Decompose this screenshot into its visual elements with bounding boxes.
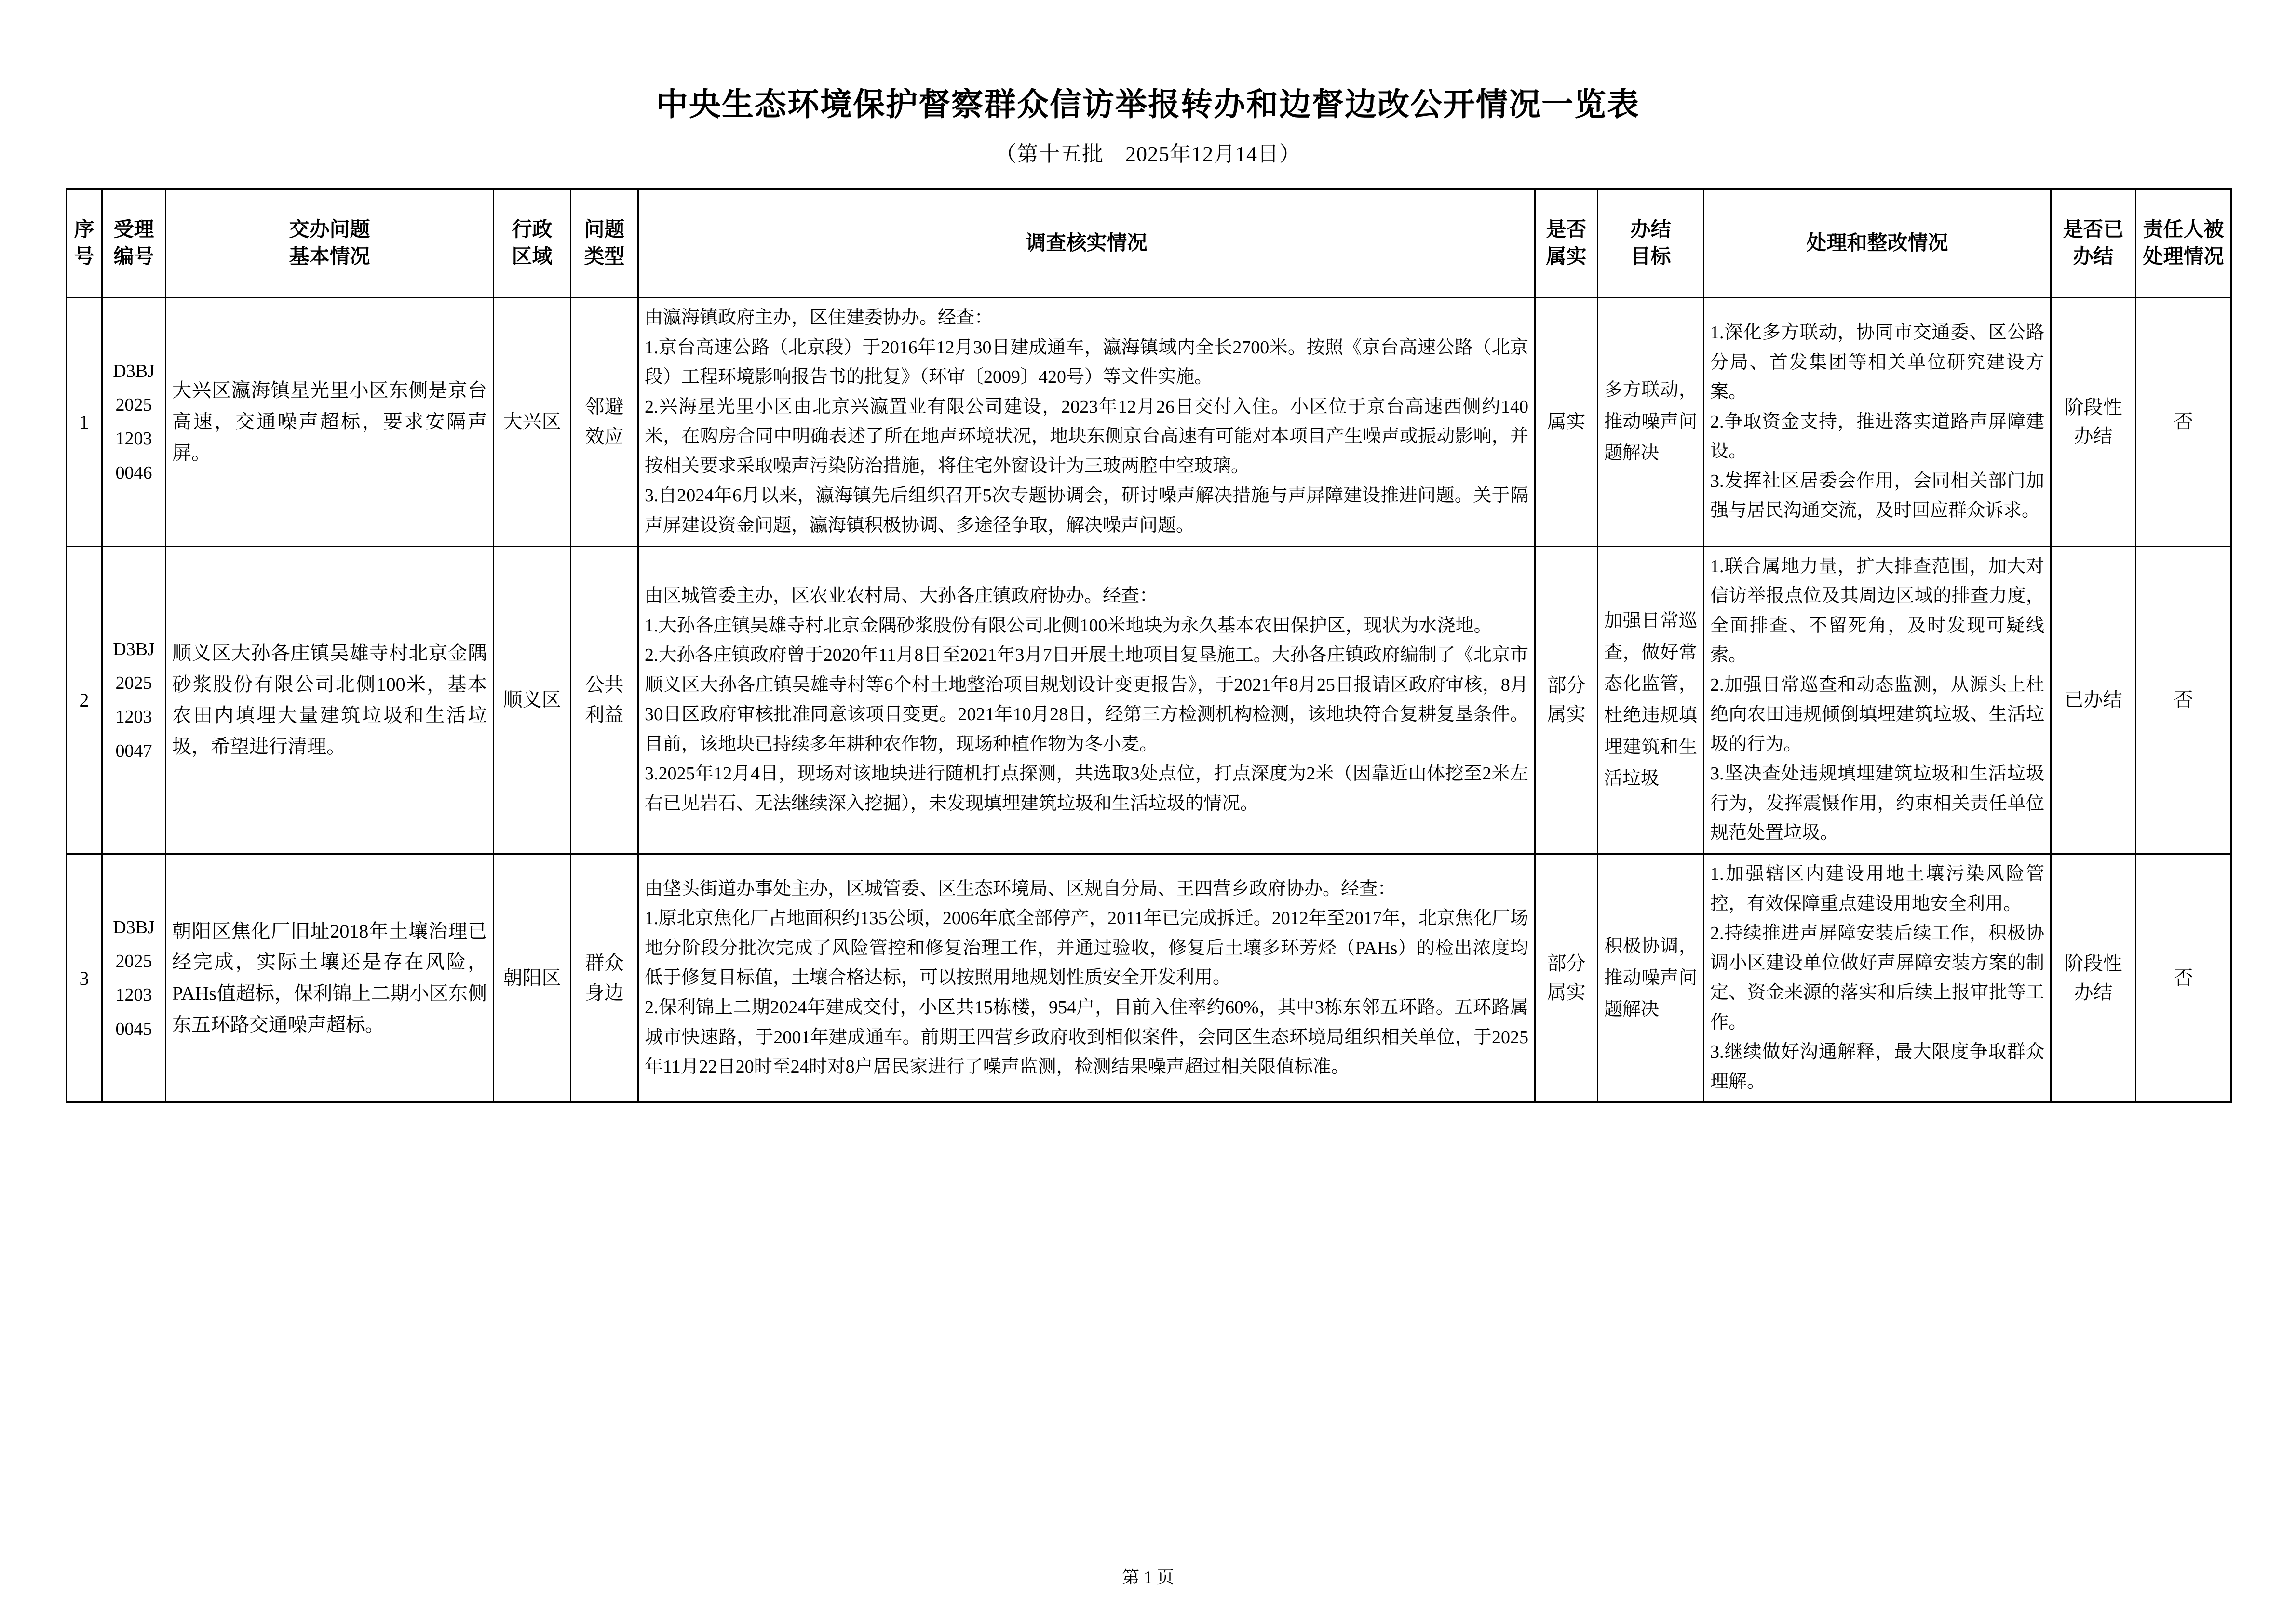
code_lines-line: 2025 <box>115 951 152 971</box>
type_lines-line: 群众 <box>585 952 624 974</box>
cell-index: 3 <box>67 854 102 1102</box>
fix-paragraph: 3.继续做好沟通解释，最大限度争取群众理解。 <box>1710 1042 2044 1092</box>
column-header-goal <box>1598 189 1704 298</box>
cell-basic-situation: 朝阳区焦化厂旧址2018年土壤治理已经完成，实际土壤还是存在风险，PAHs值超标，保利锦上二期小区东侧东五环路交通噪声超标。 <box>166 854 494 1102</box>
table-row <box>67 298 2231 546</box>
cell-completion-goal: 加强日常巡查，做好常态化监管，杜绝违规填埋建筑和生活垃圾 <box>1598 546 1704 854</box>
page-subtitle: （第十五批 2025年12月14日） <box>995 142 1301 166</box>
column-header-truth <box>1535 189 1598 298</box>
cell-handling-and-rectification <box>1704 854 2051 1102</box>
column-header-responsible-line1: 责任人被 <box>2143 218 2224 241</box>
title-block <box>0 0 2296 167</box>
cell-accept-code <box>102 298 166 546</box>
cell-handling-and-rectification <box>1704 298 2051 546</box>
type_lines-line: 公共 <box>585 674 624 696</box>
cell-basic-situation: 大兴区瀛海镇星光里小区东侧是京台高速，交通噪声超标，要求安隔声屏。 <box>166 298 494 546</box>
code_lines-line: D3BJ <box>113 917 155 938</box>
truth_lines-line: 部分 <box>1547 952 1586 975</box>
column-header-responsible-line2: 处理情况 <box>2143 246 2224 268</box>
cell-investigation <box>638 546 1535 854</box>
investigation-paragraph: 由垡头街道办事处主办，区城管委、区生态环境局、区规自分局、王四营乡政府协办。经查： <box>645 878 1396 899</box>
column-header-fix: 处理和整改情况 <box>1704 189 2051 298</box>
column-header-area <box>494 189 571 298</box>
cell-responsible-person-handling: 否 <box>2136 298 2231 546</box>
column-header-goal-line1: 办结 <box>1630 218 1671 241</box>
truth_lines-line: 属实 <box>1547 981 1586 1004</box>
fix-paragraph: 1.深化多方联动，协同市交通委、区公路分局、首发集团等相关单位研究建设方案。 <box>1710 322 2044 402</box>
cell-basic-situation: 顺义区大孙各庄镇吴雄寺村北京金隅砂浆股份有限公司北侧100米，基本农田内填埋大量建筑垃圾和生活垃圾，希望进行清理。 <box>166 546 494 854</box>
code_lines-line: 0047 <box>115 740 152 761</box>
code_lines-line: 0045 <box>115 1019 152 1039</box>
investigation-paragraph: 2.大孙各庄镇政府曾于2020年11月8日至2021年3月7日开展土地项目复垦施工。大孙各庄镇政府编制了《北京市顺义区大孙各庄镇吴雄寺村等6个村土地整治项目规划设计变更报告》，于2021年8月25日报请区政府审核，8月30日区政府审核批准同意该项目变更。2021年10月28日，经第三方检测机构检测，该地块符合复耕复垦条件。目前，该地块已持续多年耕种农作物，现场种植作物为冬小麦。 <box>645 645 1528 754</box>
investigation-paragraph: 2.兴海星光里小区由北京兴瀛置业有限公司建设，2023年12月26日交付入住。小区位于京台高速西侧约140米，在购房合同中明确表述了所在地声环境状况，地块东侧京台高速有可能对本项目产生噪声或振动影响，并按相关要求采取噪声污染防治措施，将住宅外窗设计为三玻两腔中空玻璃。 <box>645 396 1528 476</box>
investigation-paragraph: 由瀛海镇政府主办，区住建委协办。经查： <box>645 308 993 328</box>
done_lines-line: 办结 <box>2074 981 2113 1004</box>
fix-paragraph: 3.发挥社区居委会作用，会同相关部门加强与居民沟通交流，及时回应群众诉求。 <box>1710 470 2044 521</box>
cell-problem-type <box>571 298 638 546</box>
column-header-goal-line2: 目标 <box>1630 246 1671 268</box>
cell-accept-code <box>102 854 166 1102</box>
investigation-paragraph: 3.2025年12月4日，现场对该地块进行随机打点探测，共选取3处点位，打点深度为2米（因靠近山体挖至2米左右已见岩石、无法继续深入挖掘），未发现填埋建筑垃圾和生活垃圾的情况。 <box>645 764 1528 814</box>
cell-is-completed <box>2051 854 2136 1102</box>
column-header-index <box>67 189 102 298</box>
cell-index: 2 <box>67 546 102 854</box>
column-header-area-line2: 区域 <box>512 246 553 268</box>
page-title: 中央生态环境保护督察群众信访举报转办和边督边改公开情况一览表 <box>656 87 1640 122</box>
investigation-paragraph: 2.保利锦上二期2024年建成交付，小区共15栋楼，954户，目前入住率约60%，其中3栋东邻五环路。五环路属城市快速路，于2001年建成通车。前期王四营乡政府收到相似案件，会同区生态环境局组织相关单位，于2025年11月22日20时至24时对8户居民家进行了噪声监测，检测结果噪声超过相关限值标准。 <box>645 997 1528 1077</box>
column-header-done-line1: 是否已 <box>2063 218 2124 241</box>
column-header-index-line2: 号 <box>74 246 95 268</box>
column-header-truth-line1: 是否 <box>1546 218 1587 241</box>
investigation-paragraph: 1.京台高速公路（北京段）于2016年12月30日建成通车，瀛海镇域内全长2700米。按照《京台高速公路（北京段）工程环境影响报告书的批复》（环审〔2009〕420号）等文件实施。 <box>645 337 1528 388</box>
cell-investigation <box>638 298 1535 546</box>
cell-accept-code <box>102 546 166 854</box>
column-header-done <box>2051 189 2136 298</box>
cell-index: 1 <box>67 298 102 546</box>
type_lines-line: 利益 <box>585 704 624 726</box>
cell-is-true <box>1535 546 1598 854</box>
type_lines-line: 身边 <box>585 982 624 1004</box>
column-header-truth-line2: 属实 <box>1546 246 1587 268</box>
report-table-wrap <box>66 188 2230 1103</box>
done_lines-line: 办结 <box>2074 425 2113 447</box>
fix-paragraph: 3.坚决查处违规填埋建筑垃圾和生活垃圾行为，发挥震慑作用，约束相关责任单位规范处置垃圾。 <box>1710 764 2044 844</box>
cell-investigation <box>638 854 1535 1102</box>
cell-problem-type <box>571 546 638 854</box>
fix-paragraph: 1.联合属地力量，扩大排查范围，加大对信访举报点位及其周边区域的排查力度，全面排查、不留死角，及时发现可疑线索。 <box>1710 556 2044 666</box>
truth_lines-line: 属实 <box>1547 703 1586 725</box>
page-footer: 第 1 页 <box>1121 1568 1174 1587</box>
table-header-row <box>67 189 2231 298</box>
column-header-basic-line1: 交办问题 <box>289 218 370 241</box>
investigation-paragraph: 由区城管委主办，区农业农村局、大孙各庄镇政府协办。经查： <box>645 586 1158 606</box>
cell-administrative-area: 大兴区 <box>494 298 571 546</box>
cell-completion-goal: 积极协调，推动噪声问题解决 <box>1598 854 1704 1102</box>
column-header-area-line1: 行政 <box>512 218 553 241</box>
investigation-paragraph: 1.大孙各庄镇吴雄寺村北京金隅砂浆股份有限公司北侧100米地块为永久基本农田保护区，现状为水浇地。 <box>645 615 1492 636</box>
column-header-code-line1: 受理 <box>113 218 154 241</box>
code_lines-line: D3BJ <box>113 361 155 381</box>
fix-paragraph: 2.持续推进声屏障安装后续工作，积极协调小区建设单位做好声屏障安装方案的制定、资金来源的落实和后续上报审批等工作。 <box>1710 923 2044 1033</box>
table-row <box>67 546 2231 854</box>
done_lines-line: 已办结 <box>2064 689 2122 711</box>
cell-responsible-person-handling: 否 <box>2136 546 2231 854</box>
fix-paragraph: 2.加强日常巡查和动态监测，从源头上杜绝向农田违规倾倒填埋建筑垃圾、生活垃圾的行为。 <box>1710 674 2044 754</box>
column-header-responsible <box>2136 189 2231 298</box>
table-row <box>67 854 2231 1102</box>
column-header-type-line2: 类型 <box>584 246 625 268</box>
code_lines-line: 1203 <box>115 707 152 727</box>
column-header-code-line2: 编号 <box>113 246 154 268</box>
investigation-paragraph: 1.原北京焦化厂占地面积约135公顷，2006年底全部停产，2011年已完成拆迁。2012年至2017年，北京焦化厂场地分阶段分批次完成了风险管控和修复治理工作，并通过验收，修复后土壤多环芳烃（PAHs）的检出浓度均低于修复目标值，土壤合格达标，可以按照用地规划性质安全开发利用。 <box>645 908 1528 988</box>
cell-handling-and-rectification <box>1704 546 2051 854</box>
column-header-code <box>102 189 166 298</box>
column-header-investigation: 调查核实情况 <box>638 189 1535 298</box>
cell-responsible-person-handling: 否 <box>2136 854 2231 1102</box>
column-header-index-line1: 序 <box>74 218 95 241</box>
cell-is-completed <box>2051 298 2136 546</box>
done_lines-line: 阶段性 <box>2064 396 2122 418</box>
column-header-basic <box>166 189 494 298</box>
truth_lines-line: 属实 <box>1547 411 1586 433</box>
type_lines-line: 效应 <box>585 426 624 448</box>
fix-paragraph: 1.加强辖区内建设用地土壤污染风险管控，有效保障重点建设用地安全利用。 <box>1710 864 2044 914</box>
cell-is-true <box>1535 854 1598 1102</box>
fix-paragraph: 2.争取资金支持，推进落实道路声屏障建设。 <box>1710 411 2044 462</box>
code_lines-line: 1203 <box>115 429 152 449</box>
cell-administrative-area: 朝阳区 <box>494 854 571 1102</box>
cell-is-completed <box>2051 546 2136 854</box>
column-header-type-line1: 问题 <box>584 218 625 241</box>
report-table <box>66 188 2232 1103</box>
column-header-basic-line2: 基本情况 <box>289 246 370 268</box>
investigation-paragraph: 3.自2024年6月以来，瀛海镇先后组织召开5次专题协调会，研讨噪声解决措施与声屏障建设推进问题。关于隔声屏建设资金问题，瀛海镇积极协调、多途径争取，解决噪声问题。 <box>645 485 1528 536</box>
cell-problem-type <box>571 854 638 1102</box>
table-body <box>67 298 2231 1102</box>
code_lines-line: D3BJ <box>113 639 155 659</box>
code_lines-line: 2025 <box>115 673 152 693</box>
code_lines-line: 2025 <box>115 395 152 416</box>
done_lines-line: 阶段性 <box>2064 952 2122 975</box>
cell-completion-goal: 多方联动，推动噪声问题解决 <box>1598 298 1704 546</box>
cell-administrative-area: 顺义区 <box>494 546 571 854</box>
cell-is-true <box>1535 298 1598 546</box>
type_lines-line: 邻避 <box>585 396 624 418</box>
truth_lines-line: 部分 <box>1547 674 1586 697</box>
column-header-type <box>571 189 638 298</box>
code_lines-line: 0046 <box>115 462 152 483</box>
code_lines-line: 1203 <box>115 985 152 1006</box>
column-header-done-line2: 办结 <box>2073 246 2114 268</box>
